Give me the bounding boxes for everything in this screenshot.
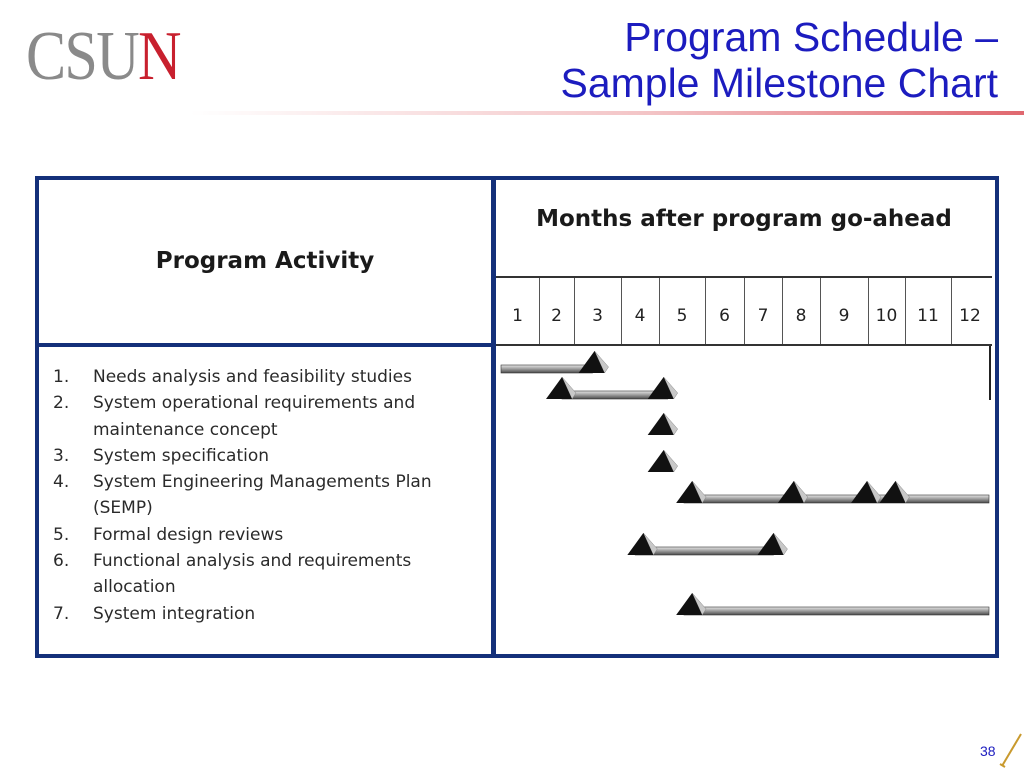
activity-bar [684, 607, 989, 615]
title-line-2: Sample Milestone Chart [560, 60, 998, 106]
slide-title [438, 14, 998, 106]
month-label: 3 [592, 306, 603, 326]
month-label: 6 [719, 306, 730, 326]
activity-number: 4. [53, 472, 70, 493]
month-label: 4 [634, 306, 646, 326]
month-label: 5 [676, 306, 688, 326]
months-header: Months after program go-ahead [536, 206, 952, 232]
milestone-table [35, 176, 999, 658]
program-activity-header: Program Activity [155, 248, 375, 274]
title-underline [190, 111, 1024, 115]
month-label: 12 [959, 306, 981, 326]
activity-text: System specification [93, 445, 270, 466]
activity-number: 6. [53, 551, 70, 572]
month-label: 2 [551, 306, 562, 326]
activity-number: 3. [53, 445, 70, 466]
milestone-chart [39, 180, 995, 654]
title-line-1: Program Schedule – [624, 14, 998, 60]
month-label: 8 [795, 306, 807, 326]
pen-icon [999, 730, 1024, 768]
activity-bar [501, 365, 593, 373]
csun-logo: CSUN [26, 18, 180, 95]
month-label: 11 [917, 306, 939, 326]
activity-bar [684, 495, 989, 503]
activity-text: System integration [93, 603, 256, 624]
activity-text: System Engineering Managements Plan (SEMP) [93, 472, 432, 519]
activity-text: System operational requirements and maintenance concept [93, 393, 416, 440]
activity-number: 1. [53, 367, 70, 387]
month-label: 1 [512, 306, 523, 326]
month-label: 7 [757, 306, 769, 326]
activity-number: 5. [53, 524, 70, 545]
month-label: 10 [875, 306, 898, 326]
month-label: 9 [838, 306, 850, 326]
activity-text: Needs analysis and feasibility studies [93, 367, 412, 387]
activity-number: 2. [53, 393, 70, 414]
page-number: 38 [980, 743, 996, 759]
activity-number: 7. [53, 603, 70, 624]
activity-text: Formal design reviews [93, 524, 284, 545]
activity-text: Functional analysis and requirements allocation [93, 551, 412, 598]
